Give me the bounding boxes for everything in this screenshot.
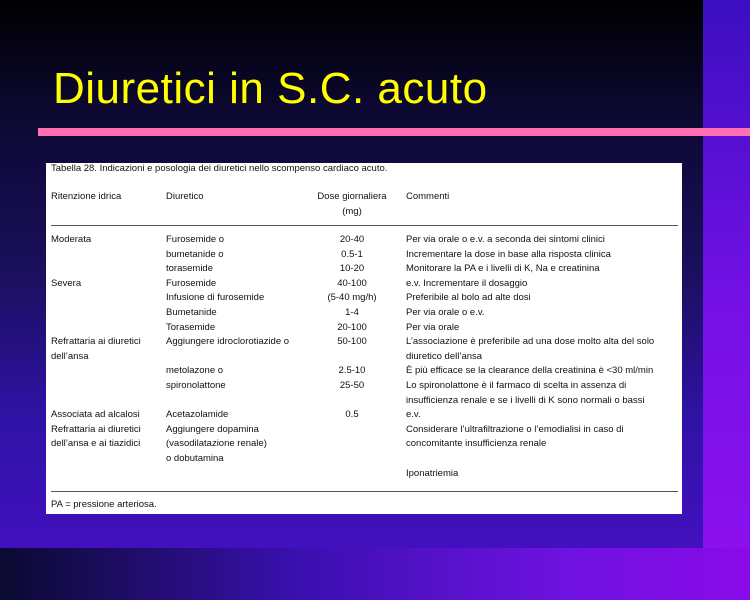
cell-diuretico: Infusione di furosemide: [166, 292, 265, 304]
cell-diuretico: (vasodilatazione renale): [166, 438, 267, 450]
cell-diuretico: torasemide: [166, 263, 213, 275]
cell-commenti: Monitorare la PA e i livelli di K, Na e creatinina: [406, 263, 600, 275]
footer-rule: [51, 491, 678, 492]
diuretics-table: [46, 163, 682, 514]
table-footnote: PA = pressione arteriosa.: [51, 499, 157, 510]
cell-commenti: Per via orale o e.v.: [406, 307, 485, 318]
header-dose-unit: (mg): [342, 206, 362, 217]
cell-commenti: Preferibile al bolo ad alte dosi: [406, 292, 531, 304]
cell-dose: 25-50: [339, 380, 365, 391]
cell-commenti: Iponatriemia: [406, 467, 459, 479]
cell-commenti: Per via orale o e.v. a seconda dei sintomi clinici: [406, 234, 605, 245]
cell-diuretico: Acetazolamide: [166, 409, 229, 421]
cell-diuretico: o dobutamina: [166, 453, 224, 464]
cell-diuretico: Bumetanide: [166, 307, 217, 318]
cell-diuretico: Torasemide: [166, 321, 216, 333]
cell-commenti: È più efficace se la clearance della creatinina è <30 ml/min: [406, 365, 654, 377]
header-dose: Dose giornaliera: [317, 191, 387, 202]
header-rule: [51, 225, 678, 226]
cell-commenti: Considerare l’ultrafiltrazione o l’emodialisi in caso di: [406, 423, 624, 435]
cell-commenti: e.v.: [406, 409, 421, 421]
cell-ritenzione: dell’ansa: [51, 350, 89, 362]
cell-dose: 2.5-10: [338, 365, 366, 377]
cell-diuretico: metolazone o: [166, 365, 224, 377]
cell-ritenzione: Severa: [51, 277, 82, 289]
cell-commenti: Lo spironolattone è il farmaco di scelta in assenza di: [406, 380, 627, 391]
cell-ritenzione: Refrattaria ai diuretici: [51, 336, 141, 348]
cell-ritenzione: Moderata: [51, 234, 92, 245]
cell-diuretico: Furosemide: [166, 277, 217, 289]
cell-diuretico: Aggiungere idroclorotiazide o: [166, 336, 290, 348]
header-ritenzione: Ritenzione idrica: [51, 191, 122, 202]
cell-commenti: Incrementare la dose in base alla risposta clinica: [406, 248, 611, 260]
cell-commenti: e.v. Incrementare il dosaggio: [406, 277, 528, 289]
cell-dose: 50-100: [337, 336, 367, 348]
header-diuretico: Diuretico: [166, 191, 204, 202]
cell-commenti: Per via orale: [406, 321, 460, 333]
cell-ritenzione: Refrattaria ai diuretici: [51, 423, 141, 435]
cell-commenti: insufficienza renale e se i livelli di K sono normali o bassi: [406, 394, 645, 406]
cell-commenti: L’associazione è preferibile ad una dose molto alta del solo: [406, 336, 655, 348]
slide-title: Diuretici in S.C. acuto: [53, 64, 488, 113]
cell-ritenzione: Associata ad alcalosi: [51, 409, 140, 421]
cell-commenti: concomitante insufficienza renale: [406, 438, 547, 450]
cell-diuretico: Aggiungere dopamina: [166, 423, 259, 435]
cell-dose: 20-100: [337, 321, 367, 333]
cell-dose: 0.5: [345, 409, 359, 421]
cell-diuretico: spironolattone: [166, 380, 226, 391]
title-underline: [38, 128, 750, 136]
cell-dose: 20-40: [339, 234, 365, 245]
cell-ritenzione: dell’ansa e ai tiazidici: [51, 438, 141, 450]
table-caption: Tabella 28. Indicazioni e posologia dei diuretici nello scompenso cardiaco acuto.: [51, 163, 388, 174]
cell-dose: 1-4: [345, 307, 359, 318]
cell-dose: 10-20: [339, 263, 365, 275]
cell-dose: (5-40 mg/h): [327, 292, 377, 304]
cell-diuretico: bumetanide o: [166, 248, 224, 260]
right-accent-band: [703, 0, 750, 600]
cell-diuretico: Furosemide o: [166, 234, 225, 245]
cell-dose: 40-100: [337, 277, 367, 289]
cell-commenti: diuretico dell’ansa: [406, 350, 483, 362]
header-commenti: Commenti: [406, 191, 450, 202]
bottom-accent-band: [0, 548, 750, 600]
cell-dose: 0.5-1: [341, 248, 363, 260]
